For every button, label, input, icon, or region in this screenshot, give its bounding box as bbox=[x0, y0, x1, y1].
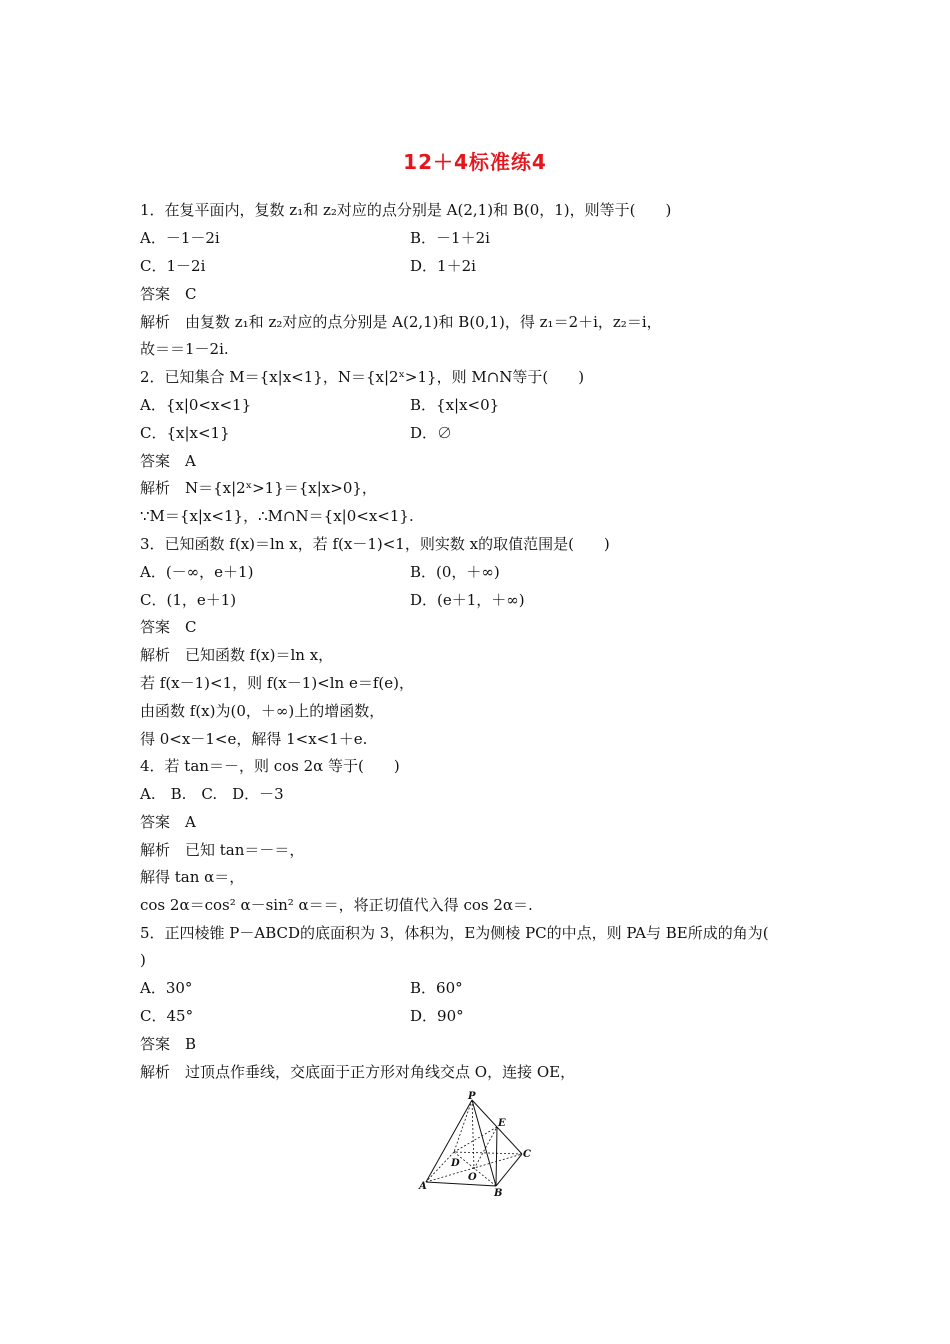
answer-option: D．(e＋1，＋∞) bbox=[410, 591, 525, 609]
text-line: A. B. C. D．－3 bbox=[140, 785, 284, 803]
label-E: E bbox=[498, 1118, 506, 1129]
answer-option: A．30° bbox=[140, 979, 193, 997]
pyramid-figure bbox=[414, 1090, 534, 1200]
text-line: 3．已知函数 f(x)＝ln x，若 f(x－1)<1，则实数 x的取值范围是( ) bbox=[140, 535, 610, 553]
answer-option: B．60° bbox=[410, 979, 463, 997]
text-line: 解析 已知 tan＝－＝， bbox=[140, 841, 305, 859]
answer-option: C．1－2i bbox=[140, 257, 206, 275]
label-B: B bbox=[494, 1188, 503, 1199]
text-line: 由函数 f(x)为(0，＋∞)上的增函数， bbox=[140, 702, 385, 720]
answer-option: A．(－∞，e＋1) bbox=[140, 563, 254, 581]
label-P: P bbox=[468, 1091, 476, 1102]
height-PO bbox=[472, 1100, 474, 1169]
text-line: 故＝＝1－2i. bbox=[140, 340, 229, 358]
answer-option: C．{x|x<1} bbox=[140, 424, 230, 442]
text-line: 5．正四棱锥 P－ABCD的底面积为 3，体积为，E为侧棱 PC的中点，则 PA与 BE所成的角为( bbox=[140, 924, 769, 942]
text-line: 1．在复平面内，复数 z₁和 z₂对应的点分别是 A(2,1)和 B(0，1)，则等于( ) bbox=[140, 201, 672, 219]
text-line: 答案 A bbox=[140, 452, 196, 470]
answer-option: B．(0，＋∞) bbox=[410, 563, 500, 581]
answer-option: D．1＋2i bbox=[410, 257, 476, 275]
edge-CD bbox=[454, 1152, 522, 1154]
answer-option: A．{x|0<x<1} bbox=[140, 396, 252, 414]
label-O: O bbox=[468, 1172, 477, 1183]
label-D: D bbox=[451, 1158, 460, 1169]
edge-AB bbox=[426, 1182, 496, 1186]
text-line: 答案 C bbox=[140, 285, 197, 303]
text-line: 2．已知集合 M＝{x|x<1}，N＝{x|2ˣ>1}，则 M∩N等于( ) bbox=[140, 368, 585, 386]
answer-option: D．90° bbox=[410, 1007, 464, 1025]
text-line: 解析 过顶点作垂线，交底面于正方形对角线交点 O，连接 OE， bbox=[140, 1063, 576, 1081]
text-line: 解得 tan α＝， bbox=[140, 868, 245, 886]
text-line: 得 0<x－1<e，解得 1<x<1＋e. bbox=[140, 730, 368, 748]
text-line: 答案 B bbox=[140, 1035, 197, 1053]
text-line: ) bbox=[140, 951, 146, 969]
label-A: A bbox=[419, 1181, 427, 1192]
answer-option: B．{x|x<0} bbox=[410, 396, 500, 414]
text-line: cos 2α＝cos² α－sin² α＝＝，将正切值代入得 cos 2α＝. bbox=[140, 896, 533, 914]
text-line: ∵M＝{x|x<1}，∴M∩N＝{x|0<x<1}. bbox=[140, 507, 414, 525]
text-line: 解析 N＝{x|2ˣ>1}＝{x|x>0}， bbox=[140, 479, 377, 497]
answer-option: C．(1，e＋1) bbox=[140, 591, 237, 609]
answer-option: D．∅ bbox=[410, 424, 453, 442]
text-line: 解析 由复数 z₁和 z₂对应的点分别是 A(2,1)和 B(0,1)，得 z₁＝2＋i，z₂＝i， bbox=[140, 313, 662, 331]
text-line: 答案 A bbox=[140, 813, 196, 831]
text-line: 4．若 tan＝－，则 cos 2α 等于( ) bbox=[140, 757, 400, 775]
edge-PA bbox=[426, 1100, 472, 1182]
text-line: 解析 已知函数 f(x)＝ln x， bbox=[140, 646, 334, 664]
page-title: 12＋4标准练4 bbox=[403, 150, 547, 174]
answer-option: B．－1＋2i bbox=[410, 229, 490, 247]
edge-PD bbox=[454, 1100, 472, 1152]
pyramid-diagram bbox=[414, 1090, 534, 1200]
edge-BC bbox=[496, 1154, 522, 1186]
answer-option: A．－1－2i bbox=[140, 229, 220, 247]
label-C: C bbox=[523, 1149, 531, 1160]
text-line: 若 f(x－1)<1，则 f(x－1)<ln e＝f(e)， bbox=[140, 674, 414, 692]
segment-BE bbox=[496, 1127, 497, 1186]
answer-option: C．45° bbox=[140, 1007, 194, 1025]
text-line: 答案 C bbox=[140, 618, 197, 636]
